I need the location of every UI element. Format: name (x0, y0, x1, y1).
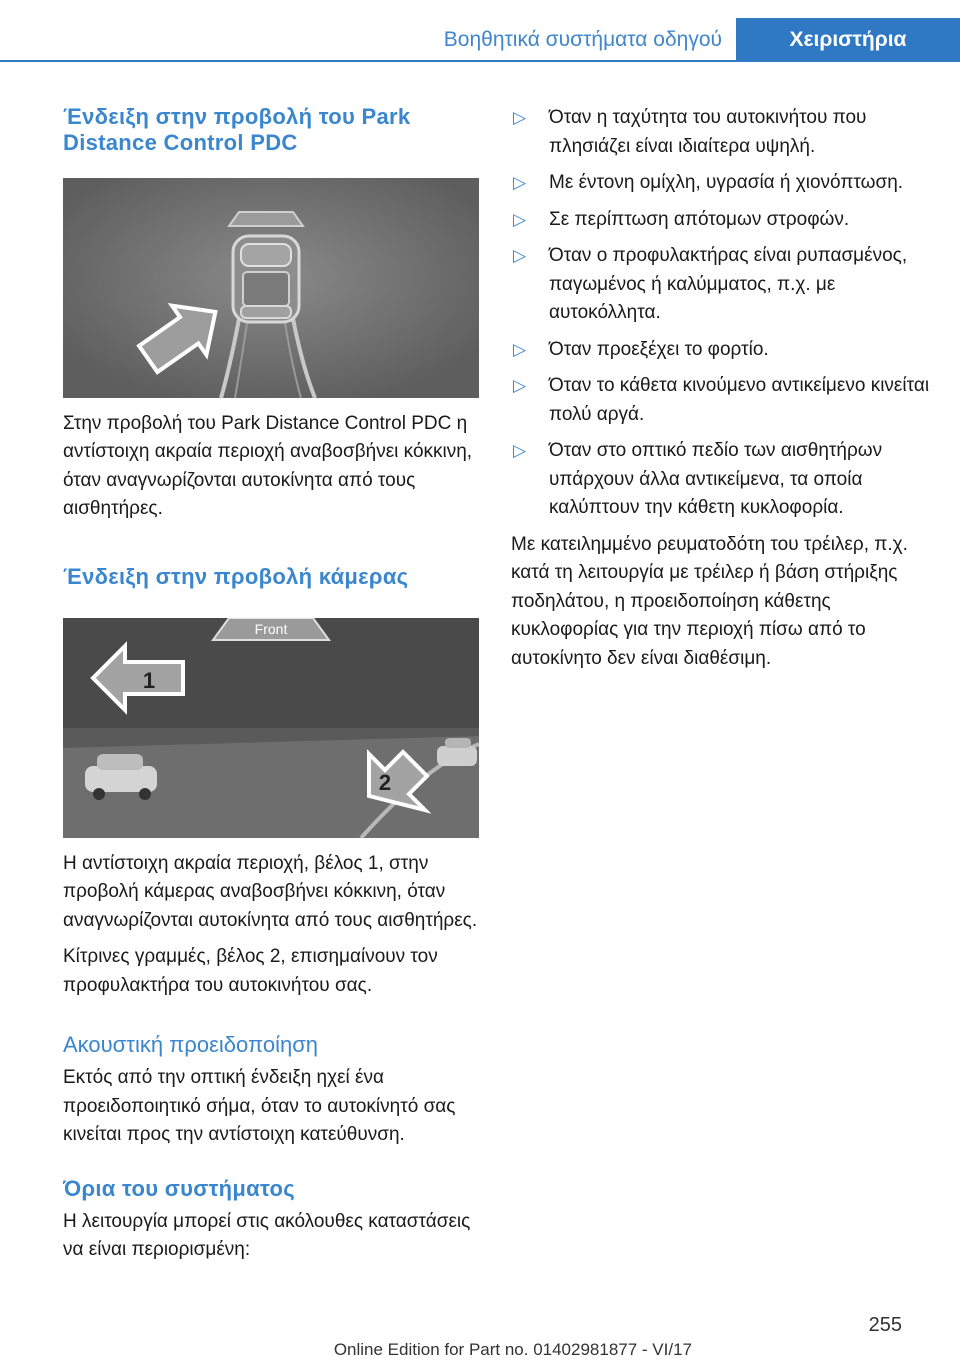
camera-illustration-graphic (63, 618, 479, 838)
limits-text: Η λειτουργία μπορεί στις ακόλουθες καταστάσεις να είναι περιορισμένη: (63, 1210, 471, 1261)
acoustic-text: Εκτός από την οπτική ένδειξη ηχεί ένα προειδοποιητικό σήμα, όταν το αυτοκίνητό σας κινείται προς την αντίστοιχη κατεύθυνση. (63, 1067, 456, 1146)
page-number: 255 (868, 1314, 902, 1336)
triangle-bullet-icon: ▷ (513, 246, 527, 265)
list-item: ▷ Όταν το κάθετα κινούμενο αντικείμενο κινείται πολύ αργά. (513, 375, 930, 425)
left-column (63, 104, 481, 1265)
list-item: ▷ Σε περίπτωση απότομων στροφών. (511, 206, 931, 235)
header-rule (0, 60, 960, 62)
limits-heading: Όρια του συστήματος (63, 1175, 295, 1201)
pdc-text: Στην προβολή του Park Distance Control PDC η αντίστοιχη ακραία περιοχή αναβοσβήνει κόκκινη, όταν αναγνωρίζονται αυτοκίνητα από τους αισθητήρες. (63, 412, 473, 520)
list-item: ▷ Όταν προεξέχει το φορτίο. (511, 336, 931, 365)
front-label: Front (254, 620, 288, 637)
car-top-view (233, 236, 299, 322)
front-label-badge (213, 618, 329, 640)
pdc-front-zone (229, 212, 303, 226)
pdc-illustration-graphic (63, 178, 479, 398)
camera-illustration (63, 618, 479, 838)
camera-text-1: Η αντίστοιχη ακραία περιοχή, βέλος 1, στην προβολή κάμερας αναβοσβήνει κόκκινη, όταν αναγνωρίζονται αυτοκίνητα από τους αισθητήρες. (63, 852, 478, 931)
header-section-title: Βοηθητικά συστήματα οδηγού (443, 28, 722, 51)
list-item: ▷ Όταν ο προφυλακτήρας είναι ρυπασμένος, παγωμένος ή καλύμματος, π.χ. με αυτοκόλλητα. (513, 245, 908, 323)
pdc-heading: Ένδειξη στην προβολή του Park Distance Control PDC (63, 104, 411, 155)
right-column (511, 104, 931, 673)
arrow-1-label: 1 (142, 667, 156, 693)
page-header (0, 0, 960, 62)
triangle-bullet-icon: ▷ (513, 339, 527, 359)
camera-text-2: Κίτρινες γραμμές, βέλος 2, επισημαίνουν τον προφυλακτήρα του αυτοκινήτου σας. (63, 946, 438, 996)
trailer-text: Με κατειλημμένο ρευματοδότη του τρέιλερ, π.χ. κατά τη λειτουργία με τρέιλερ ή βάση στήριξης ποδηλάτου, η προειδοποίηση κάθετης κυκλοφορίας για την περιοχή πίσω από το αυτοκίνητο δεν είναι διαθέσιμη. (511, 533, 908, 669)
pdc-illustration (63, 178, 479, 398)
acoustic-heading: Ακουστική προειδοποίηση (63, 1032, 319, 1058)
triangle-bullet-icon: ▷ (513, 441, 527, 460)
list-item: ▷ Με έντονη ομίχλη, υγρασία ή χιονόπτωση. (511, 169, 931, 198)
triangle-bullet-icon: ▷ (513, 108, 527, 127)
camera-heading: Ένδειξη στην προβολή κάμερας (63, 563, 409, 589)
edition-line: Online Edition for Part no. 01402981877 - VI/17 (333, 1340, 692, 1359)
header-chapter-tab: Χειριστήρια (736, 18, 960, 62)
list-item: ▷ Όταν η ταχύτητα του αυτοκινήτου που πλησιάζει είναι ιδιαίτερα υψηλή. (513, 107, 867, 157)
limits-list (511, 104, 931, 523)
triangle-bullet-icon: ▷ (513, 209, 527, 229)
triangle-bullet-icon: ▷ (513, 173, 527, 192)
triangle-bullet-icon: ▷ (513, 376, 527, 395)
list-item: ▷ Όταν στο οπτικό πεδίο των αισθητήρων υπάρχουν άλλα αντικείμενα, τα οποία καλύπτουν την κάθετη κυκλοφορία. (513, 440, 883, 518)
arrow-2-label: 2 (378, 769, 392, 795)
